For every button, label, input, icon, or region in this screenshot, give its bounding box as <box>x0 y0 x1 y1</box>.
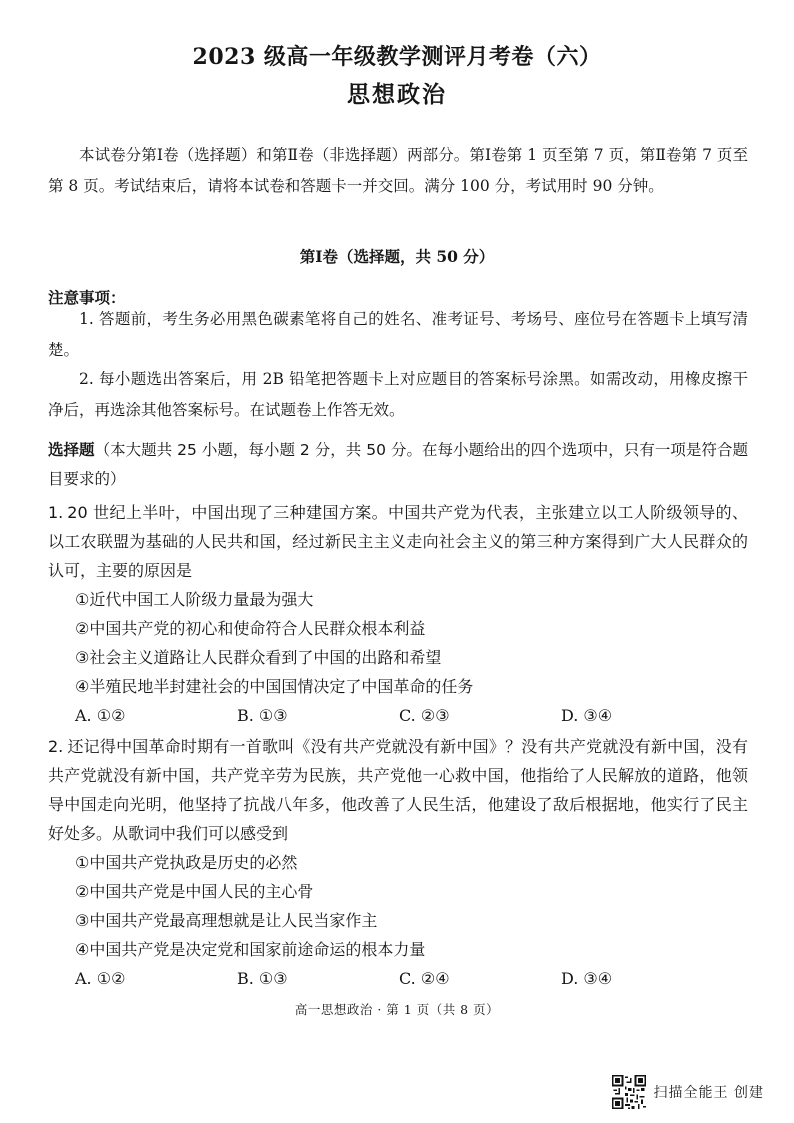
notice-item-1: 1. 答题前，考生务必用黑色碳素笔将自己的姓名、准考证号、考场号、座位号在答题卡上填写清楚。 <box>48 310 748 359</box>
section-label: 选择题 <box>48 441 95 459</box>
question-number: 1. <box>48 503 64 522</box>
statement-4: ④中国共产党是决定党和国家前途命运的根本力量 <box>75 940 426 959</box>
statement-2: ②中国共产党的初心和使命符合人民群众根本利益 <box>75 619 426 638</box>
option-b: B. ①③ <box>237 706 288 725</box>
option-c: C. ②④ <box>399 969 450 988</box>
question-number: 2. <box>48 737 64 756</box>
statement-4: ④半殖民地半封建社会的中国国情决定了中国革命的任务 <box>75 677 474 696</box>
statement-3: ③中国共产党最高理想就是让人民当家作主 <box>75 911 378 930</box>
section-description: （本大题共 25 小题，每小题 2 分，共 50 分。在每小题给出的四个选项中，只有一项是符合题目要求的） <box>48 441 748 488</box>
option-d: D. ③④ <box>561 969 613 988</box>
exam-title: 2023 级高一年级教学测评月考卷（六） <box>192 44 602 70</box>
option-c: C. ②③ <box>399 706 450 725</box>
option-a: A. ①② <box>75 969 126 988</box>
question-stem <box>48 498 748 585</box>
scanner-label: 扫描全能王 创建 <box>653 1085 764 1101</box>
page-footer: 高一思想政治 · 第 1 页（共 8 页） <box>294 1002 500 1017</box>
statement-3: ③社会主义道路让人民群众看到了中国的出路和希望 <box>75 648 442 667</box>
qr-code-icon <box>612 1075 646 1109</box>
notice-item-2: 2. 每小题选出答案后，用 2B 铅笔把答题卡上对应题目的答案标号涂黑。如需改动，用橡皮擦干净后，再选涂其他答案标号。在试题卷上作答无效。 <box>48 370 748 419</box>
question-stem <box>48 732 748 848</box>
option-d: D. ③④ <box>561 706 613 725</box>
subject-title: 思想政治 <box>347 81 447 108</box>
option-b: B. ①③ <box>237 969 288 988</box>
question-1 <box>48 498 748 731</box>
statement-2: ②中国共产党是中国人民的主心骨 <box>75 882 314 901</box>
answer-options <box>48 701 748 731</box>
answer-options <box>48 964 748 994</box>
instructions-paragraph: 本试卷分第Ⅰ卷（选择题）和第Ⅱ卷（非选择题）两部分。第Ⅰ卷第 1 页至第 7 页，第Ⅱ卷第 7 页至第 8 页。考试结束后，请将本试卷和答题卡一并交回。满分 100 分，考试用时 90 分钟。 <box>48 146 748 195</box>
question-text: 20 世纪上半叶，中国出现了三种建国方案。中国共产党为代表，主张建立以工人阶级领导的、以工农联盟为基础的人民共和国，经过新民主主义走向社会主义的第三种方案得到广大人民群众的认可，主要的原因是 <box>48 503 748 580</box>
scanner-watermark <box>612 1075 764 1109</box>
statement-1: ①近代中国工人阶级力量最为强大 <box>75 590 314 609</box>
option-a: A. ①② <box>75 706 126 725</box>
notice-heading: 注意事项： <box>48 288 126 307</box>
question-text: 还记得中国革命时期有一首歌叫《没有共产党就没有新中国》？没有共产党就没有新中国，没有共产党就没有新中国，共产党辛劳为民族，共产党他一心救中国，他指给了人民解放的道路，他领导中国走向光明，他坚持了抗战八年多，他改善了人民生活，他建设了敌后根据地，他实行了民主好处多。从歌词中我们可以感受到 <box>48 737 748 843</box>
part-one-title: 第Ⅰ卷（选择题，共 50 分） <box>299 247 495 266</box>
section-header <box>48 436 748 494</box>
statement-1: ①中国共产党执政是历史的必然 <box>75 853 298 872</box>
question-2 <box>48 732 748 994</box>
